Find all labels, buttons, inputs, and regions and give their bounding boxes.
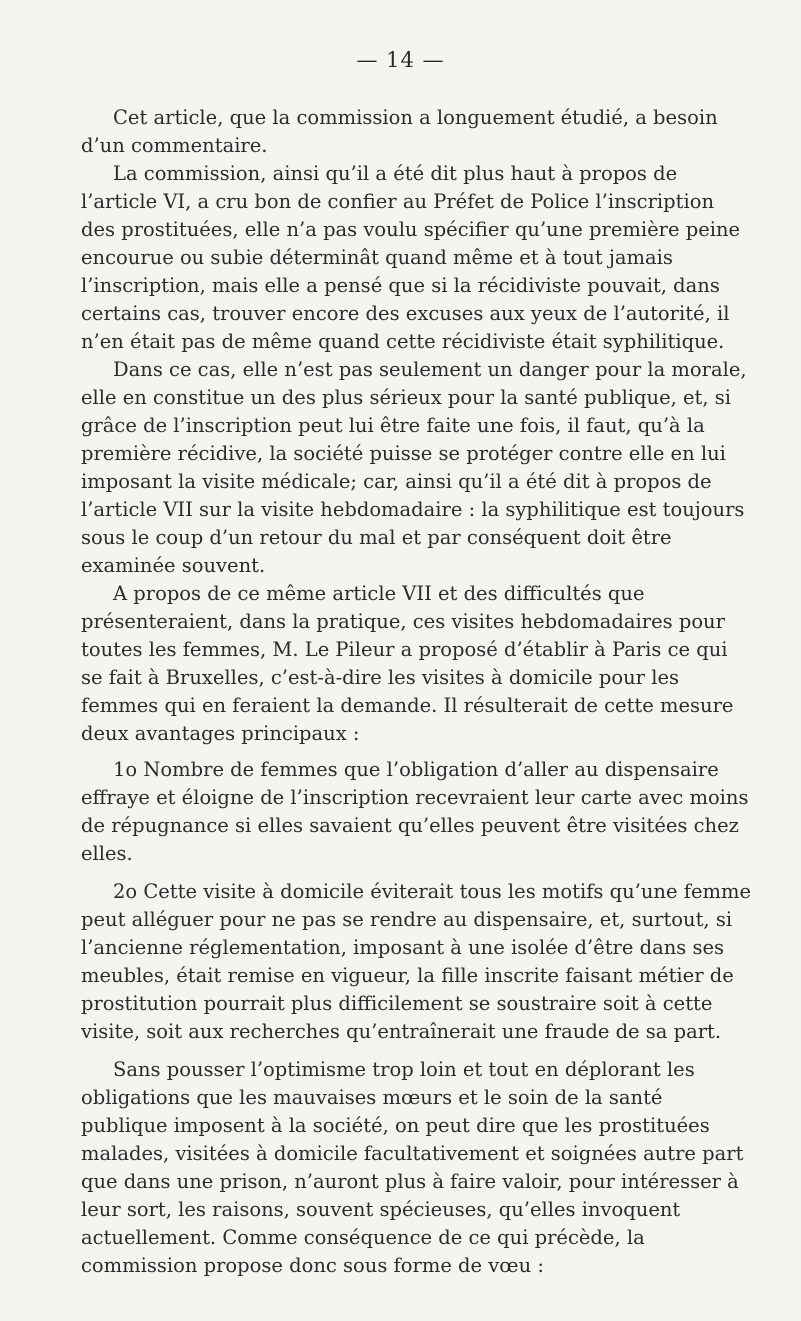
page-number: — 14 — — [356, 48, 445, 72]
paragraph-6: 2o Cette visite à domicile éviterait tous les motifs qu’une femme peut alléguer pour ne pas se rendre au dispensaire, et, surtout, si l’ancienne réglementation, imposant à une isolée d’être dans ses meubles, était remise en vigueur, la fille inscrite faisant métier de prostitution pourrait plus difficilement se soustraire soit à cette visite, soit aux recherches qu’entraînerait une fraude de sa part. — [81, 880, 752, 1043]
paragraph-7: Sans pousser l’optimisme trop loin et tout en déplorant les obligations que les mauvaises mœurs et le soin de la santé publique imposent à la société, on peut dire que les prostituées malades, visitées à domicile facultativement et soignées autre part que dans une prison, n’auront plus à faire valoir, pour intéresser à leur sort, les raisons, souvent spécieuses, qu’elles invoquent actuellement. Comme conséquence de ce qui précède, la commission propose donc sous forme de vœu : — [81, 1058, 744, 1277]
paragraph-1: Cet article, que la commission a longuement étudié, a besoin d’un commentaire. — [81, 106, 718, 157]
paragraph-5: 1o Nombre de femmes que l’obligation d’aller au dispensaire effraye et éloigne de l’inscription recevraient leur carte avec moins de répugnance si elles savaient qu’elles peuvent être visitées chez elles. — [81, 758, 749, 865]
paragraph-4: A propos de ce même article VII et des difficultés que présenteraient, dans la pratique, ces visites hebdomadaires pour toutes les femmes, M. Le Pileur a proposé d’établir à Paris ce qui se fait à Bruxelles, c’est-à-dire les visites à domicile pour les femmes qui en feraient la demande. Il résulterait de cette mesure deux avantages principaux : — [81, 582, 734, 745]
paragraph-3: Dans ce cas, elle n’est pas seulement un danger pour la morale, elle en constitue un des plus sérieux pour la santé publique, et, si grâce de l’inscription peut lui être faite une fois, il faut, qu’à la première récidive, la société puisse se protéger contre elle en lui imposant la visite médicale; car, ainsi qu’il a été dit à propos de l’article VII sur la visite hebdomadaire : la syphilitique est toujours sous le coup d’un retour du mal et par conséquent doit être examinée souvent. — [81, 358, 747, 577]
body-text — [81, 104, 751, 1280]
paragraph-2: La commission, ainsi qu’il a été dit plus haut à propos de l’article VI, a cru bon de confier au Préfet de Police l’inscription des prostituées, elle n’a pas voulu spécifier qu’une première peine encourue ou subie déterminât quand même et à tout jamais l’inscription, mais elle a pensé que si la récidiviste pouvait, dans certains cas, trouver encore des excuses aux yeux de l’autorité, il n’en était pas de même quand cette récidiviste était syphilitique. — [81, 162, 741, 353]
